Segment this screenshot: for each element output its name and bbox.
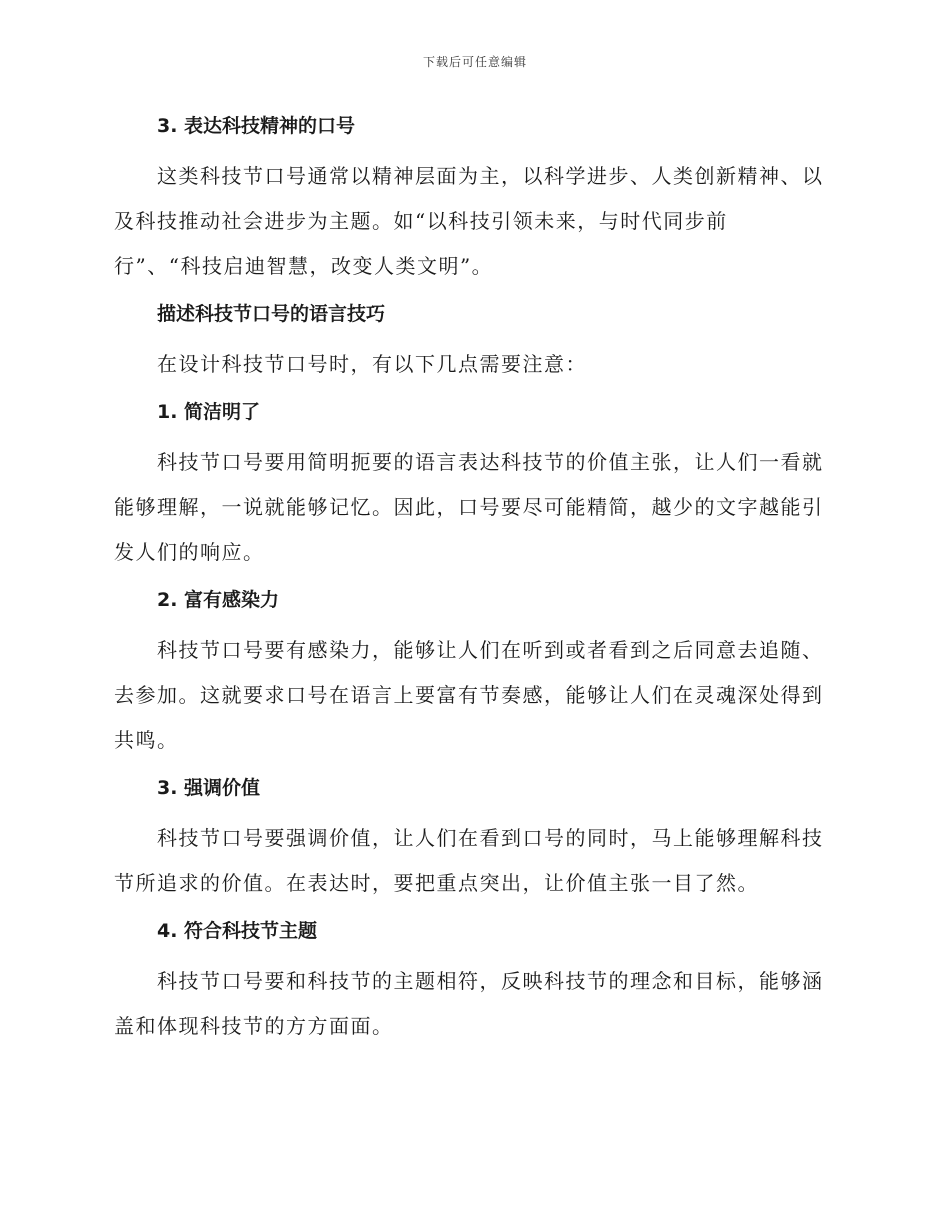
paragraph-line: 去参加。这就要求口号在语言上要富有节奏感，能够让人们在灵魂深处得到 bbox=[114, 683, 824, 707]
section-heading: 3. 表达科技精神的口号 bbox=[157, 115, 356, 137]
section-heading: 4. 符合科技节主题 bbox=[157, 920, 318, 942]
section-heading: 1. 简洁明了 bbox=[157, 401, 261, 423]
paragraph-line: 能够理解，一说就能够记忆。因此，口号要尽可能精简，越少的文字越能引 bbox=[114, 495, 824, 519]
section-concise bbox=[114, 394, 836, 575]
page-header-note: 下载后可任意编辑 bbox=[422, 55, 527, 69]
paragraph-line: 发人们的响应。 bbox=[114, 540, 265, 564]
section-language-techniques bbox=[114, 296, 836, 387]
section-heading: 描述科技节口号的语言技巧 bbox=[157, 303, 386, 325]
section-appealing bbox=[114, 582, 836, 763]
section-heading: 3. 强调价值 bbox=[157, 777, 261, 799]
paragraph-line: 及科技推动社会进步为主题。如“以科技引领未来，与时代同步前 bbox=[114, 209, 728, 233]
section-emphasize-value bbox=[114, 770, 836, 906]
paragraph-line: 在设计科技节口号时，有以下几点需要注意： bbox=[157, 352, 587, 376]
paragraph-line: 科技节口号要强调价值，让人们在看到口号的同时，马上能够理解科技 bbox=[157, 826, 824, 850]
paragraph-line: 这类科技节口号通常以精神层面为主，以科学进步、人类创新精神、以 bbox=[157, 164, 824, 188]
section-heading: 2. 富有感染力 bbox=[157, 589, 280, 611]
paragraph-line: 节所追求的价值。在表达时，要把重点突出，让价值主张一目了然。 bbox=[114, 871, 759, 895]
section-match-theme bbox=[114, 913, 836, 1049]
section-paragraph bbox=[114, 959, 836, 1049]
paragraph-line: 共鸣。 bbox=[114, 728, 179, 752]
section-paragraph bbox=[114, 154, 836, 289]
paragraph-line: 科技节口号要有感染力，能够让人们在听到或者看到之后同意去追随、 bbox=[157, 638, 824, 662]
section-spirit-slogans bbox=[114, 108, 836, 289]
paragraph-line: 科技节口号要用简明扼要的语言表达科技节的价值主张，让人们一看就 bbox=[157, 450, 824, 474]
document-body bbox=[114, 108, 836, 1056]
paragraph-line: 盖和体现科技节的方方面面。 bbox=[114, 1014, 394, 1038]
paragraph-line: 科技节口号要和科技节的主题相符，反映科技节的理念和目标，能够涵 bbox=[157, 969, 824, 993]
section-paragraph bbox=[114, 816, 836, 906]
section-paragraph bbox=[114, 628, 836, 763]
paragraph-line: 行”、“科技启迪智慧，改变人类文明”。 bbox=[114, 254, 494, 278]
section-paragraph bbox=[114, 440, 836, 575]
section-paragraph bbox=[114, 342, 836, 387]
